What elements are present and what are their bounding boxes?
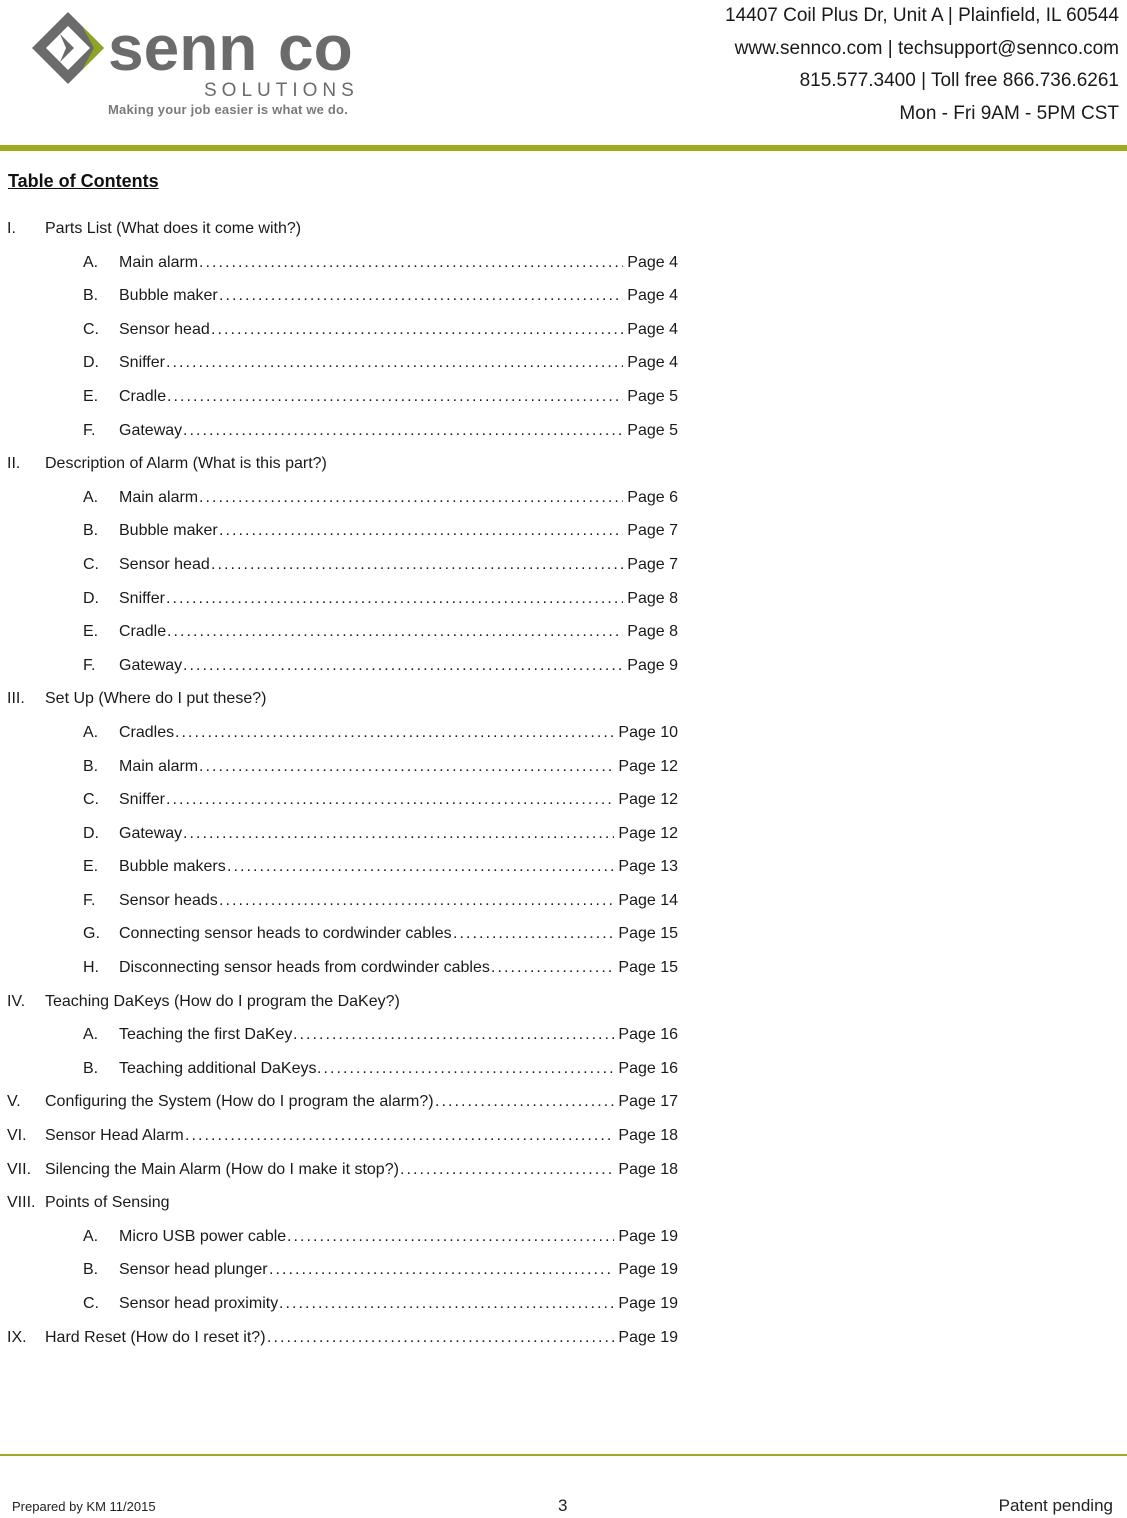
toc-entry-label: Cradle bbox=[119, 387, 167, 405]
toc-entry-leader bbox=[219, 522, 678, 540]
logo-tagline: Making your job easier is what we do. bbox=[108, 102, 349, 117]
toc-entry-number: C. bbox=[83, 791, 99, 809]
toc-entry-number: E. bbox=[83, 387, 99, 405]
leader-dots bbox=[293, 1026, 614, 1044]
toc-subsection-row bbox=[0, 414, 700, 448]
toc-subsection-row bbox=[0, 246, 700, 280]
toc-subsection-row bbox=[0, 1052, 700, 1086]
contact-hours: Mon - Fri 9AM - 5PM CST bbox=[899, 102, 1119, 124]
toc-section-row bbox=[0, 1186, 700, 1220]
toc-entry-number: IV. bbox=[7, 992, 26, 1010]
toc-entry-page: Page 12 bbox=[618, 791, 678, 809]
toc-section-row bbox=[0, 682, 700, 716]
toc-entry-page: Page 19 bbox=[618, 1328, 678, 1346]
toc-entry-number: III. bbox=[7, 690, 25, 708]
leader-dots bbox=[211, 321, 623, 339]
contact-block bbox=[725, 0, 1119, 130]
toc-entry-number: D. bbox=[83, 589, 99, 607]
toc-entry-label: Sensor head proximity bbox=[119, 1295, 279, 1312]
toc-entry-label: Description of Alarm (What is this part?) bbox=[45, 455, 327, 473]
leader-dots bbox=[166, 354, 623, 372]
toc-subsection-row bbox=[0, 884, 700, 918]
toc-entry-number: G. bbox=[83, 925, 100, 943]
toc-subsection-row bbox=[0, 817, 700, 851]
toc-entry-number: B. bbox=[83, 757, 99, 775]
toc-entry-number: V. bbox=[7, 1093, 21, 1111]
toc-entry-leader bbox=[287, 1228, 678, 1246]
toc-entry-leader bbox=[400, 1161, 678, 1179]
toc-subsection-row bbox=[0, 1220, 700, 1254]
toc-title: Table of Contents bbox=[8, 171, 159, 191]
toc-entry-label: Hard Reset (How do I reset it?) bbox=[45, 1328, 266, 1346]
toc-entry-number: E. bbox=[83, 623, 99, 641]
toc-subsection-row bbox=[0, 649, 700, 683]
toc-subsection-row bbox=[0, 783, 700, 817]
toc-entry-leader bbox=[183, 825, 678, 843]
toc-subsection-row bbox=[0, 346, 700, 380]
leader-dots bbox=[269, 1261, 614, 1279]
toc-entry-page: Page 8 bbox=[627, 623, 678, 641]
toc-entry-label: Disconnecting sensor heads from cordwinder cables bbox=[119, 959, 490, 977]
leader-dots bbox=[185, 1127, 614, 1145]
leader-dots bbox=[287, 1228, 614, 1246]
toc-entry-leader bbox=[491, 959, 678, 977]
leader-dots bbox=[167, 623, 623, 641]
toc-entry-number: B. bbox=[83, 287, 99, 305]
toc-entry-label: Main alarm bbox=[119, 253, 199, 271]
toc-entry-page: Page 4 bbox=[627, 320, 678, 338]
toc-entry-label: Teaching the first DaKey bbox=[119, 1026, 293, 1044]
toc-entry-leader bbox=[279, 1295, 678, 1313]
toc-entry-label: Sniffer bbox=[119, 589, 165, 607]
toc-subsection-row bbox=[0, 380, 700, 414]
leader-dots bbox=[167, 388, 623, 406]
toc-entry-label: Set Up (Where do I put these?) bbox=[45, 690, 267, 708]
toc-entry-page: Page 4 bbox=[627, 253, 678, 271]
toc-entry-page: Page 16 bbox=[618, 1059, 678, 1077]
toc-entry-number: I. bbox=[7, 220, 16, 237]
toc-entry-number: A. bbox=[83, 1026, 99, 1044]
toc-entry-page: Page 15 bbox=[618, 925, 678, 943]
toc-entry-page: Page 12 bbox=[618, 757, 678, 775]
toc-entry-label: Connecting sensor heads to cordwinder cables bbox=[119, 925, 452, 943]
toc-subsection-row bbox=[0, 917, 700, 951]
toc-entry-number: A. bbox=[83, 1227, 99, 1245]
toc-entry-leader bbox=[185, 1127, 678, 1145]
toc-entry-label: Bubble makers bbox=[119, 858, 226, 876]
contact-phone: 815.577.3400 | Toll free 866.736.6261 bbox=[799, 70, 1119, 91]
footer-divider bbox=[0, 1454, 1127, 1456]
toc-subsection-row bbox=[0, 951, 700, 985]
leader-dots bbox=[175, 724, 614, 742]
toc-entry-page: Page 19 bbox=[618, 1295, 678, 1312]
toc-entry-page: Page 4 bbox=[627, 354, 678, 372]
toc-entry-number: F. bbox=[83, 421, 96, 439]
toc-entry-page: Page 9 bbox=[627, 656, 678, 674]
toc-entry-label: Main alarm bbox=[119, 757, 199, 775]
toc-entry-number: VI. bbox=[7, 1127, 27, 1145]
header-divider bbox=[0, 145, 1127, 151]
toc-entry-label: Cradle bbox=[119, 623, 167, 641]
toc-entry-number: C. bbox=[83, 1295, 99, 1312]
toc-entry-number: C. bbox=[83, 320, 99, 338]
sennco-logo-mark bbox=[28, 8, 388, 98]
leader-dots bbox=[211, 556, 623, 574]
toc-section-row bbox=[0, 1085, 700, 1119]
toc-subsection-row bbox=[0, 1018, 700, 1052]
toc-section-row bbox=[0, 985, 700, 1019]
toc-entry-number: A. bbox=[83, 488, 99, 506]
toc-entry-leader bbox=[435, 1093, 678, 1111]
leader-dots bbox=[183, 657, 623, 675]
leader-dots bbox=[219, 287, 623, 305]
toc-entry-number: VII. bbox=[7, 1160, 32, 1178]
toc-entry-label: Sensor Head Alarm bbox=[45, 1127, 184, 1145]
toc-entry-label: Cradles bbox=[119, 723, 175, 741]
footer-patent-note: Patent pending bbox=[998, 1496, 1113, 1515]
toc-entry-label: Sniffer bbox=[119, 791, 165, 809]
toc-entry-number: A. bbox=[83, 723, 99, 741]
footer-prepared-by: Prepared by KM 11/2015 bbox=[12, 1499, 156, 1514]
toc-entry-leader bbox=[166, 791, 678, 809]
toc-entry-page: Page 5 bbox=[627, 387, 678, 405]
leader-dots bbox=[199, 758, 614, 776]
toc-section-row bbox=[0, 1119, 700, 1153]
toc-entry-label: Points of Sensing bbox=[45, 1194, 170, 1212]
footer-page-number: 3 bbox=[558, 1496, 568, 1515]
leader-dots bbox=[183, 422, 623, 440]
toc-entry-leader bbox=[199, 758, 678, 776]
logo-subtitle: SOLUTIONS bbox=[204, 80, 359, 98]
toc-entry-label: Bubble maker bbox=[119, 522, 218, 540]
toc-entry-leader bbox=[293, 1026, 678, 1044]
toc-subsection-row bbox=[0, 716, 700, 750]
toc-entry-leader bbox=[219, 892, 678, 910]
toc-subsection-row bbox=[0, 750, 700, 784]
toc-subsection-row bbox=[0, 582, 700, 616]
toc-entry-page: Page 13 bbox=[618, 858, 678, 876]
leader-dots bbox=[166, 791, 614, 809]
toc-entry-page: Page 8 bbox=[627, 589, 678, 607]
toc-entry-page: Page 7 bbox=[627, 555, 678, 573]
toc-entry-leader bbox=[199, 254, 678, 272]
toc-entry-leader bbox=[199, 489, 678, 507]
toc-entry-leader bbox=[183, 422, 678, 440]
toc-subsection-row bbox=[0, 548, 700, 582]
toc-entry-number: E. bbox=[83, 858, 99, 876]
toc-entry-label: Silencing the Main Alarm (How do I make it stop?) bbox=[45, 1160, 399, 1178]
toc-subsection-row bbox=[0, 514, 700, 548]
toc-entry-leader bbox=[166, 590, 678, 608]
leader-dots bbox=[267, 1329, 614, 1347]
toc-subsection-row bbox=[0, 313, 700, 347]
toc-entry-page: Page 15 bbox=[618, 959, 678, 977]
leader-dots bbox=[219, 892, 614, 910]
toc-entry-number: B. bbox=[83, 1261, 99, 1279]
toc-entry-page: Page 10 bbox=[618, 723, 678, 741]
contact-address: 14407 Coil Plus Dr, Unit A | Plainfield, IL 60544 bbox=[725, 5, 1119, 26]
toc-entry-leader bbox=[167, 388, 678, 406]
leader-dots bbox=[183, 825, 614, 843]
toc-entry-label: Teaching DaKeys (How do I program the DaKey?) bbox=[45, 992, 400, 1010]
toc-entry-page: Page 18 bbox=[618, 1127, 678, 1145]
toc-entry-page: Page 18 bbox=[618, 1160, 678, 1178]
logo-wordmark-2: co bbox=[278, 12, 353, 84]
toc-section-row bbox=[0, 1321, 700, 1355]
toc-entry-page: Page 6 bbox=[627, 488, 678, 506]
toc-entry-number: VIII. bbox=[7, 1194, 36, 1212]
toc-entry-label: Main alarm bbox=[119, 488, 199, 506]
toc-entry-number: B. bbox=[83, 1059, 99, 1077]
toc-entry-page: Page 12 bbox=[618, 824, 678, 842]
contact-web-email: www.sennco.com | techsupport@sennco.com bbox=[734, 37, 1119, 59]
toc-entry-leader bbox=[227, 858, 678, 876]
leader-dots bbox=[199, 254, 623, 272]
toc-entry-number: D. bbox=[83, 824, 99, 842]
sennco-logo bbox=[28, 8, 388, 126]
toc-entry-label: Sensor head bbox=[119, 555, 210, 573]
toc-entry-leader bbox=[167, 623, 678, 641]
toc-section-row bbox=[0, 1153, 700, 1187]
toc-entry-number: II. bbox=[7, 455, 21, 473]
logo-wordmark: senn bbox=[108, 12, 258, 84]
toc-entry-number: F. bbox=[83, 891, 96, 909]
toc-subsection-row bbox=[0, 850, 700, 884]
toc-entry-number: C. bbox=[83, 555, 99, 573]
toc-entry-leader bbox=[211, 556, 678, 574]
toc-entry-page: Page 17 bbox=[618, 1093, 678, 1111]
toc-entry-label: Configuring the System (How do I program the alarm?) bbox=[45, 1093, 434, 1111]
toc-entry-leader bbox=[219, 287, 678, 305]
leader-dots bbox=[491, 959, 614, 977]
toc-entry-page: Page 5 bbox=[627, 421, 678, 439]
toc-entry-leader bbox=[267, 1329, 678, 1347]
toc-entry-leader bbox=[175, 724, 678, 742]
toc-entry-label: Sensor heads bbox=[119, 891, 218, 909]
toc-entry-leader bbox=[453, 925, 678, 943]
toc-entry-label: Teaching additional DaKeys bbox=[119, 1059, 317, 1077]
toc-entry-number: H. bbox=[83, 959, 99, 977]
toc-entry-label: Gateway bbox=[119, 824, 183, 842]
toc-entry-leader bbox=[166, 354, 678, 372]
toc-entry-label: Parts List (What does it come with?) bbox=[45, 220, 302, 237]
toc-entry-label: Bubble maker bbox=[119, 287, 218, 305]
toc-subsection-row bbox=[0, 279, 700, 313]
leader-dots bbox=[317, 1060, 614, 1078]
toc-subsection-row bbox=[0, 1253, 700, 1287]
toc-entry-number: B. bbox=[83, 522, 99, 540]
toc-entry-number: IX. bbox=[7, 1328, 27, 1346]
leader-dots bbox=[453, 925, 614, 943]
toc-entry-page: Page 19 bbox=[618, 1261, 678, 1279]
toc-entry-page: Page 7 bbox=[627, 522, 678, 540]
toc-subsection-row bbox=[0, 481, 700, 515]
leader-dots bbox=[279, 1295, 614, 1313]
toc-entry-label: Micro USB power cable bbox=[119, 1227, 287, 1245]
toc-entry-label: Sniffer bbox=[119, 354, 165, 372]
toc-entry-page: Page 14 bbox=[618, 891, 678, 909]
leader-dots bbox=[199, 489, 623, 507]
toc-entry-label: Gateway bbox=[119, 656, 183, 674]
toc-entry-label: Sensor head bbox=[119, 320, 210, 338]
toc-list bbox=[0, 212, 700, 1354]
toc-entry-number: D. bbox=[83, 354, 99, 372]
toc-entry-leader bbox=[211, 321, 678, 339]
toc-entry-leader bbox=[183, 657, 678, 675]
toc-entry-leader bbox=[269, 1261, 678, 1279]
toc-section-row bbox=[0, 212, 700, 246]
toc-entry-page: Page 4 bbox=[627, 287, 678, 305]
leader-dots bbox=[166, 590, 623, 608]
toc-subsection-row bbox=[0, 1287, 700, 1321]
toc-entry-label: Gateway bbox=[119, 421, 183, 439]
toc-entry-number: A. bbox=[83, 253, 99, 271]
toc-entry-page: Page 16 bbox=[618, 1026, 678, 1044]
toc-section-row bbox=[0, 447, 700, 481]
toc-entry-leader bbox=[317, 1060, 678, 1078]
toc-entry-label: Sensor head plunger bbox=[119, 1261, 268, 1279]
leader-dots bbox=[227, 858, 614, 876]
leader-dots bbox=[435, 1093, 614, 1111]
toc-entry-number: F. bbox=[83, 656, 96, 674]
toc-entry-page: Page 19 bbox=[618, 1227, 678, 1245]
leader-dots bbox=[219, 522, 623, 540]
leader-dots bbox=[400, 1161, 614, 1179]
toc-subsection-row bbox=[0, 615, 700, 649]
